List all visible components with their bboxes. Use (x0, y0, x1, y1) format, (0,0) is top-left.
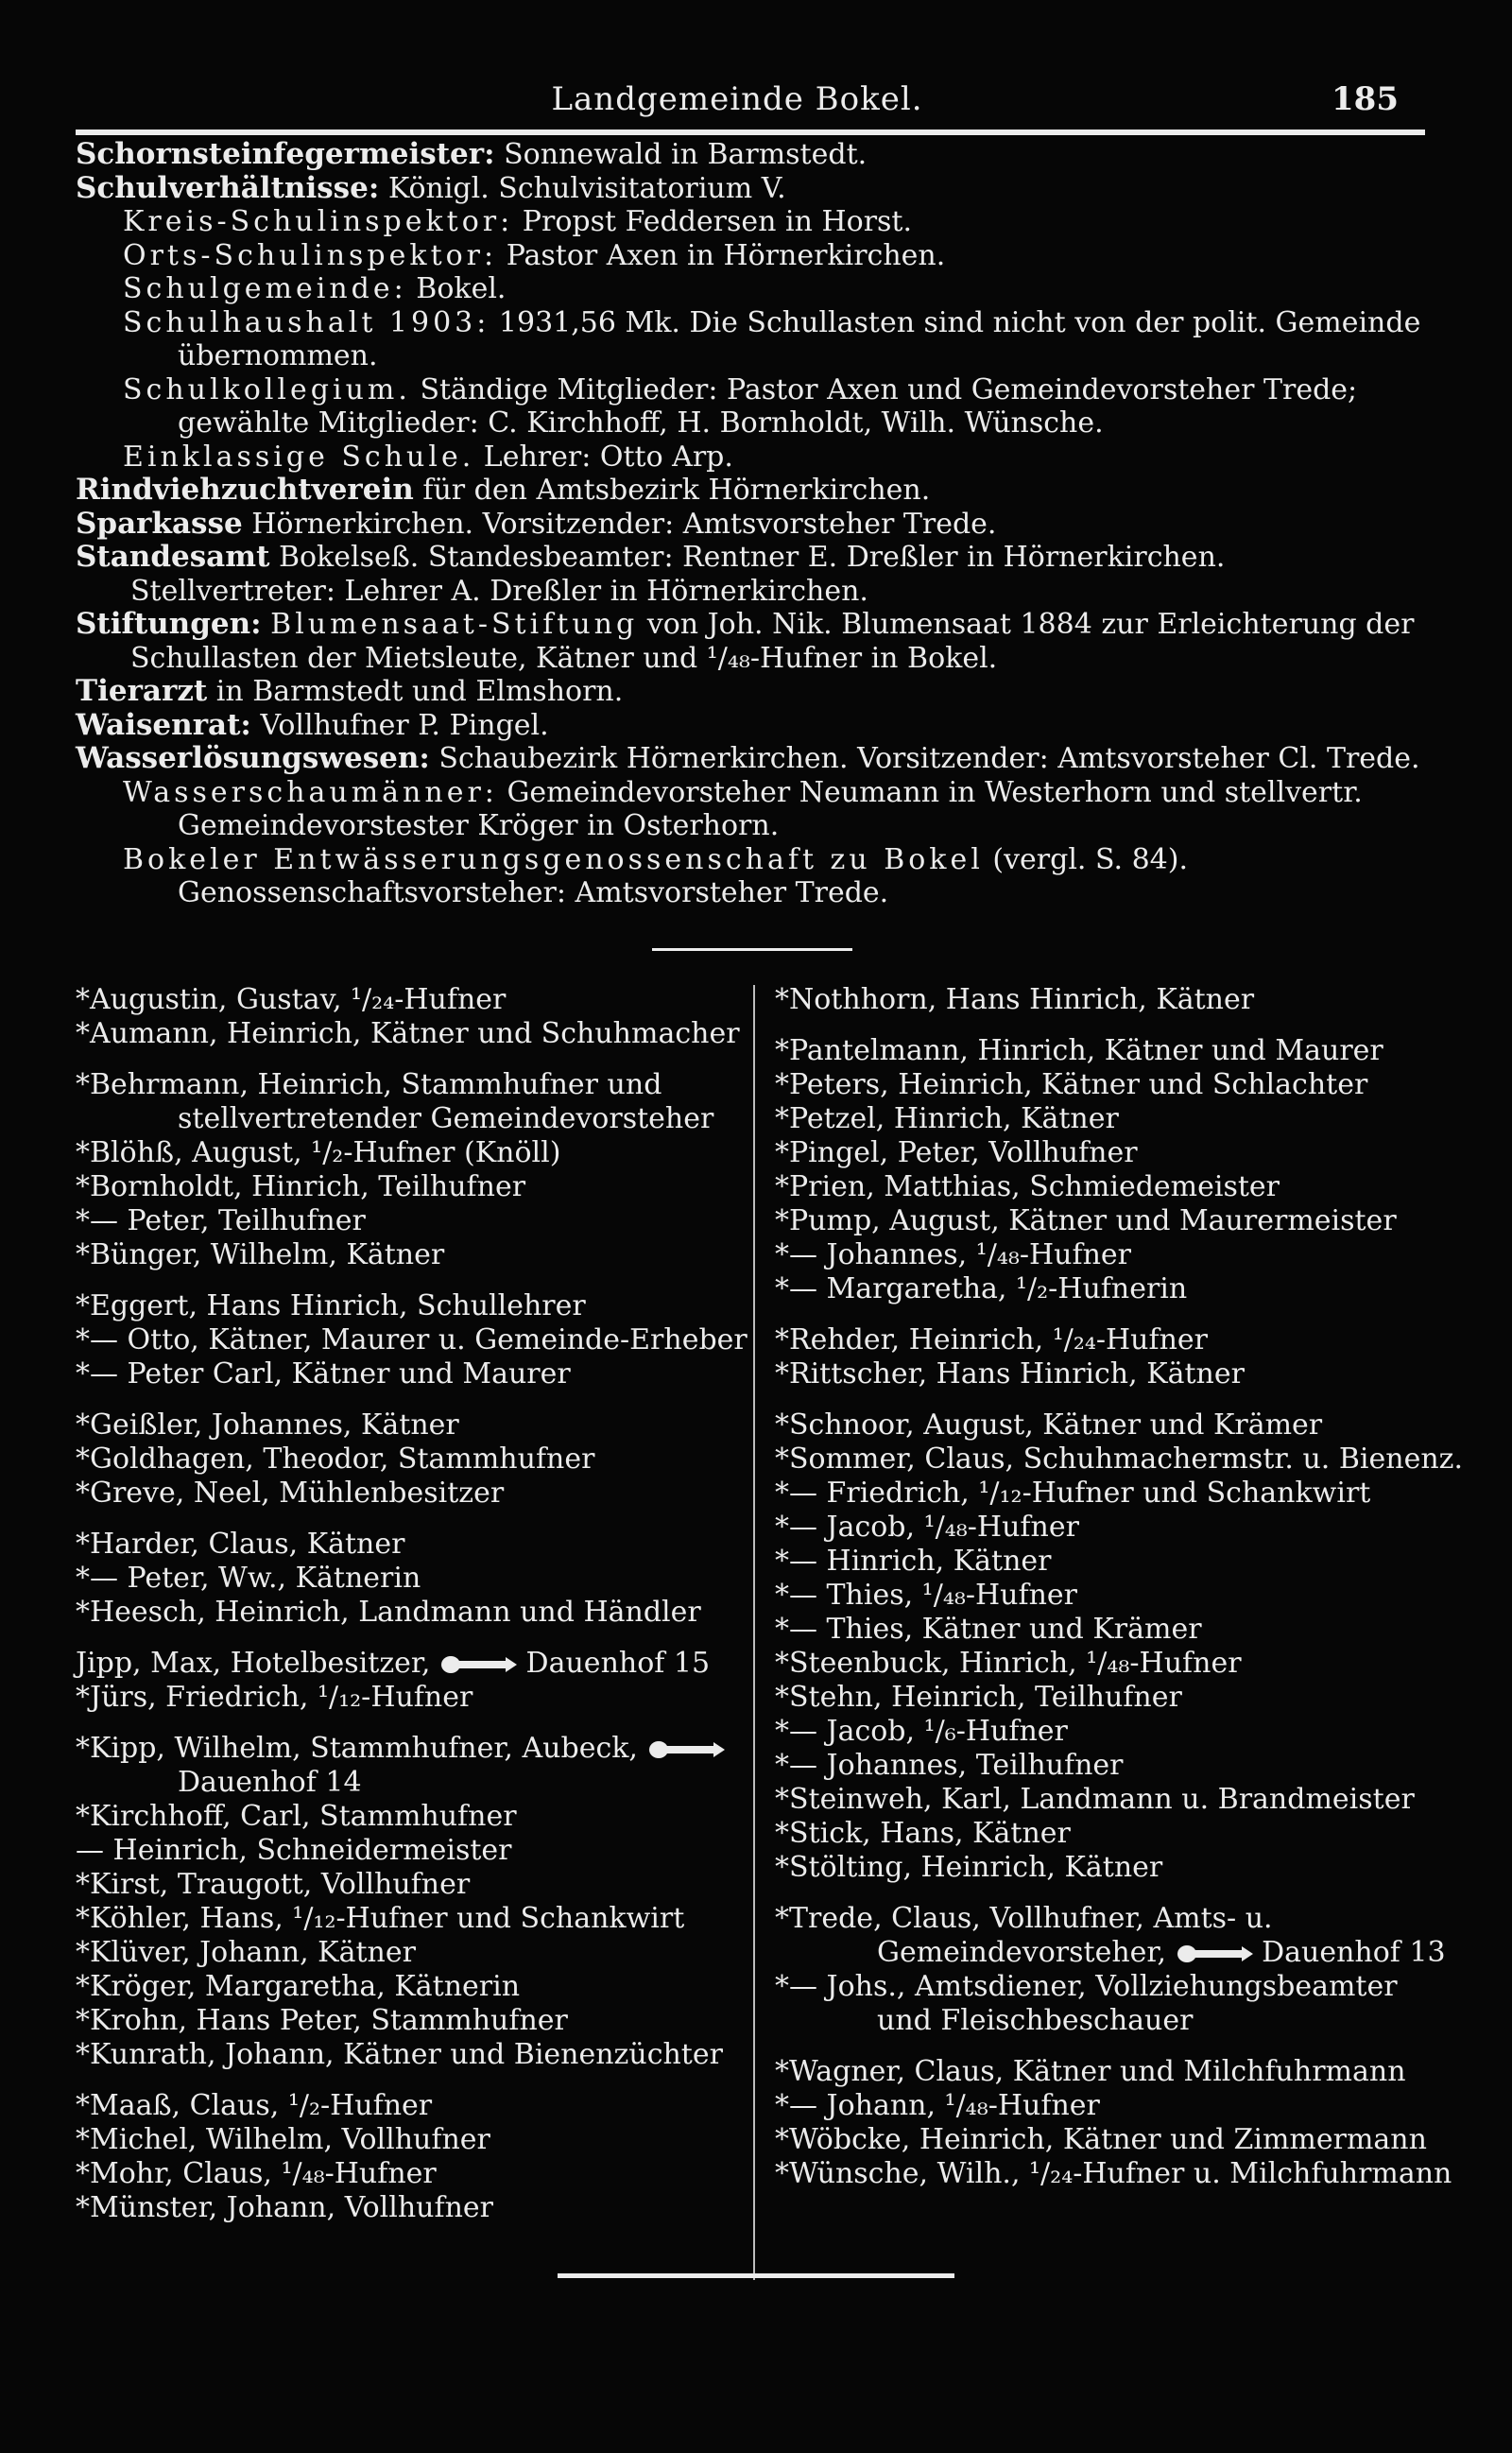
resident-entry: *— Johs., Amtsdiener, Vollziehungsbeamter und Fleischbeschauer (775, 1970, 1398, 2037)
group-gap (775, 2038, 1446, 2055)
resident-entry: *Augustin, Gustav, ¹/₂₄-Hufner (76, 983, 507, 1016)
telephone-key-icon (439, 1654, 517, 1675)
resident-entry: *Stick, Hans, Kätner (775, 1817, 1071, 1850)
resident-entry: *Rehder, Heinrich, ¹/₂₄-Hufner (775, 1323, 1209, 1356)
resident-entry: *— Jacob, ¹/₄₈-Hufner (775, 1511, 1079, 1544)
resident-entry: *Petzel, Hinrich, Kätner (775, 1102, 1119, 1135)
entry-wasser: Wasserlösungswesen: Schaubezirk Hörnerkirchen. Vorsitzender: Amtsvorsteher Cl. Trede. (76, 741, 1420, 775)
resident-entry: Jipp, Max, Hotelbesitzer, Dauenhof 15 (76, 1647, 711, 1680)
resident-entry: *— Johann, ¹/₄₈-Hufner (775, 2089, 1100, 2122)
column-divider (753, 985, 755, 2280)
entry-standesamt: Standesamt Bokelseß. Standesbeamter: Rentner E. Dreßler in Hörnerkirchen. Stellvertreter: Lehrer A. Dreßler in Hörnerkirchen. (76, 540, 1226, 608)
resident-entry: *— Johannes, ¹/₄₈-Hufner (775, 1238, 1132, 1271)
entry-stiftungen: Stiftungen: Blumensaat-Stiftung von Joh. Nik. Blumensaat 1884 zur Erleichterung der Schullasten der Mietsleute, Kätner und ¹/₄₈-Hufner in Bokel. (76, 607, 1415, 675)
group-gap (76, 2072, 737, 2089)
resident-entry: *Stehn, Heinrich, Teilhufner (775, 1681, 1182, 1714)
municipal-info-block (76, 138, 1427, 910)
resident-entry: *Kirst, Traugott, Vollhufner (76, 1868, 471, 1901)
resident-entry: *Steenbuck, Hinrich, ¹/₄₈-Hufner (775, 1647, 1242, 1680)
resident-entry: *Jürs, Friedrich, ¹/₁₂-Hufner (76, 1681, 473, 1714)
group-gap (76, 1272, 737, 1289)
resident-entry: *Schnoor, August, Kätner und Krämer (775, 1408, 1323, 1442)
entry-kreis: Kreis-Schulinspektor: Propst Feddersen in Horst. (123, 205, 913, 238)
resident-list-left (76, 983, 747, 2225)
resident-entry: *— Margaretha, ¹/₂-Hufnerin (775, 1272, 1188, 1305)
resident-entry: *Köhler, Hans, ¹/₁₂-Hufner und Schankwirt (76, 1902, 685, 1935)
section-divider (652, 948, 852, 951)
resident-entry: *Kipp, Wilhelm, Stammhufner, Aubeck, Dauenhof 14 (76, 1732, 737, 1800)
resident-entry: *Pingel, Peter, Vollhufner (775, 1136, 1138, 1169)
group-gap (76, 1051, 737, 1068)
resident-entry: *Wünsche, Wilh., ¹/₂₄-Hufner u. Milchfuhrmann (775, 2157, 1452, 2190)
page-title: Landgemeinde Bokel. (551, 80, 923, 118)
resident-entry: *Nothhorn, Hans Hinrich, Kätner (775, 983, 1255, 1016)
page-header (76, 76, 1399, 123)
resident-entry: *— Peter Carl, Kätner und Maurer (76, 1357, 571, 1391)
resident-entry: *Steinweh, Karl, Landmann u. Brandmeister (775, 1783, 1415, 1816)
resident-entry: *— Peter, Teilhufner (76, 1204, 366, 1237)
resident-entry: *Behrmann, Heinrich, Stammhufner und stellvertretender Gemeindevorsteher (76, 1068, 714, 1135)
resident-entry: *Münster, Johann, Vollhufner (76, 2191, 494, 2224)
group-gap (76, 1630, 737, 1647)
resident-entry: *Pump, August, Kätner und Maurermeister (775, 1204, 1397, 1237)
group-gap (775, 1306, 1446, 1323)
resident-entry: *Prien, Matthias, Schmiedemeister (775, 1170, 1280, 1203)
resident-list-right (775, 983, 1464, 2191)
entry-chimney: Schornsteinfegermeister: Sonnewald in Barmstedt. (76, 137, 868, 171)
entry-schulgemeinde: Schulgemeinde: Bokel. (123, 272, 507, 305)
resident-entry: *Trede, Claus, Vollhufner, Amts- u. Gemeindevorsteher, Dauenhof 13 (775, 1902, 1446, 1969)
resident-entry: *Krohn, Hans Peter, Stammhufner (76, 2004, 568, 2037)
page-number: 185 (1332, 80, 1399, 118)
group-gap (775, 1017, 1446, 1034)
resident-entry: *Mohr, Claus, ¹/₄₈-Hufner (76, 2157, 437, 2190)
resident-entry: *Stölting, Heinrich, Kätner (775, 1851, 1163, 1884)
resident-entry: *Aumann, Heinrich, Kätner und Schuhmacher (76, 1017, 740, 1050)
resident-entry: *Klüver, Johann, Kätner (76, 1936, 416, 1969)
resident-entry: *Sommer, Claus, Schuhmachermstr. u. Bienenz. (775, 1442, 1464, 1476)
entry-entwaesserung: Bokeler Entwässerungsgenossenschaft zu Bokel (vergl. S. 84). Genossenschaftsvorsteher: Amtsvorsteher Trede. (123, 842, 1188, 909)
entry-schaumaenner: Wasserschaumänner: Gemeindevorsteher Neumann in Westerhorn und stellvertr. Gemeindevorstester Kröger in Osterhorn. (123, 775, 1363, 842)
resident-entry: *— Hinrich, Kätner (775, 1545, 1052, 1578)
header-rule (76, 130, 1425, 135)
group-gap (775, 1885, 1446, 1902)
telephone-key-icon (1176, 1943, 1253, 1964)
resident-entry: *Wagner, Claus, Kätner und Milchfuhrmann (775, 2055, 1406, 2088)
resident-entry: *Bornholdt, Hinrich, Teilhufner (76, 1170, 526, 1203)
entry-school: Schulverhältnisse: Königl. Schulvisitatorium V. (76, 170, 786, 205)
group-gap (76, 1391, 737, 1408)
resident-entry: *— Friedrich, ¹/₁₂-Hufner und Schankwirt (775, 1477, 1371, 1510)
resident-entry: *— Peter, Ww., Kätnerin (76, 1562, 421, 1595)
resident-entry: *Michel, Wilhelm, Vollhufner (76, 2123, 490, 2156)
resident-entry: *Rittscher, Hans Hinrich, Kätner (775, 1357, 1245, 1391)
footer-rule (558, 2273, 954, 2278)
resident-entry: *Maaß, Claus, ¹/₂-Hufner (76, 2089, 433, 2122)
entry-tierarzt: Tierarzt in Barmstedt und Elmshorn. (76, 674, 624, 708)
resident-entry: *Harder, Claus, Kätner (76, 1528, 405, 1561)
resident-entry: *Heesch, Heinrich, Landmann und Händler (76, 1596, 701, 1629)
resident-entry: *Geißler, Johannes, Kätner (76, 1408, 459, 1442)
telephone-key-icon (647, 1739, 725, 1760)
resident-entry: *Kunrath, Johann, Kätner und Bienenzüchter (76, 2038, 723, 2071)
resident-entry: *Kröger, Margaretha, Kätnerin (76, 1970, 521, 2003)
entry-rindvieh: Rindviehzuchtverein für den Amtsbezirk Hörnerkirchen. (76, 473, 931, 507)
resident-entry: *Blöhß, August, ¹/₂-Hufner (Knöll) (76, 1136, 561, 1169)
entry-haushalt: Schulhaushalt 1903: 1931,56 Mk. Die Schullasten sind nicht von der polit. Gemeinde übernommen. (123, 305, 1421, 372)
group-gap (76, 1511, 737, 1528)
group-gap (775, 1391, 1446, 1408)
resident-entry: *— Thies, Kätner und Krämer (775, 1613, 1202, 1646)
resident-entry: *Peters, Heinrich, Kätner und Schlachter (775, 1068, 1368, 1101)
resident-entry: *Kirchhoff, Carl, Stammhufner (76, 1800, 517, 1833)
resident-entry: *— Johannes, Teilhufner (775, 1749, 1124, 1782)
resident-entry: — Heinrich, Schneidermeister (76, 1834, 512, 1867)
entry-orts: Orts-Schulinspektor: Pastor Axen in Hörnerkirchen. (123, 238, 946, 272)
resident-entry: *— Jacob, ¹/₆-Hufner (775, 1715, 1068, 1748)
resident-entry: *Eggert, Hans Hinrich, Schullehrer (76, 1289, 586, 1322)
resident-entry: *Pantelmann, Hinrich, Kätner und Maurer (775, 1034, 1383, 1067)
resident-entry: *Wöbcke, Heinrich, Kätner und Zimmermann (775, 2123, 1427, 2156)
group-gap (76, 1715, 737, 1732)
resident-entry: *Bünger, Wilhelm, Kätner (76, 1238, 445, 1271)
entry-waisenrat: Waisenrat: Vollhufner P. Pingel. (76, 707, 549, 742)
entry-sparkasse: Sparkasse Hörnerkirchen. Vorsitzender: Amtsvorsteher Trede. (76, 506, 997, 541)
entry-kollegium: Schulkollegium. Ständige Mitglieder: Pastor Axen und Gemeindevorsteher Trede; gewählte Mitglieder: C. Kirchhoff, H. Bornholdt, Wilh. Wünsche. (123, 372, 1358, 440)
resident-entry: *Greve, Neel, Mühlenbesitzer (76, 1477, 505, 1510)
resident-entry: *Goldhagen, Theodor, Stammhufner (76, 1442, 595, 1476)
resident-entry: *— Thies, ¹/₄₈-Hufner (775, 1579, 1078, 1612)
resident-entry: *— Otto, Kätner, Maurer u. Gemeinde-Erheber (76, 1323, 747, 1356)
entry-einklassig: Einklassige Schule. Lehrer: Otto Arp. (123, 440, 733, 474)
